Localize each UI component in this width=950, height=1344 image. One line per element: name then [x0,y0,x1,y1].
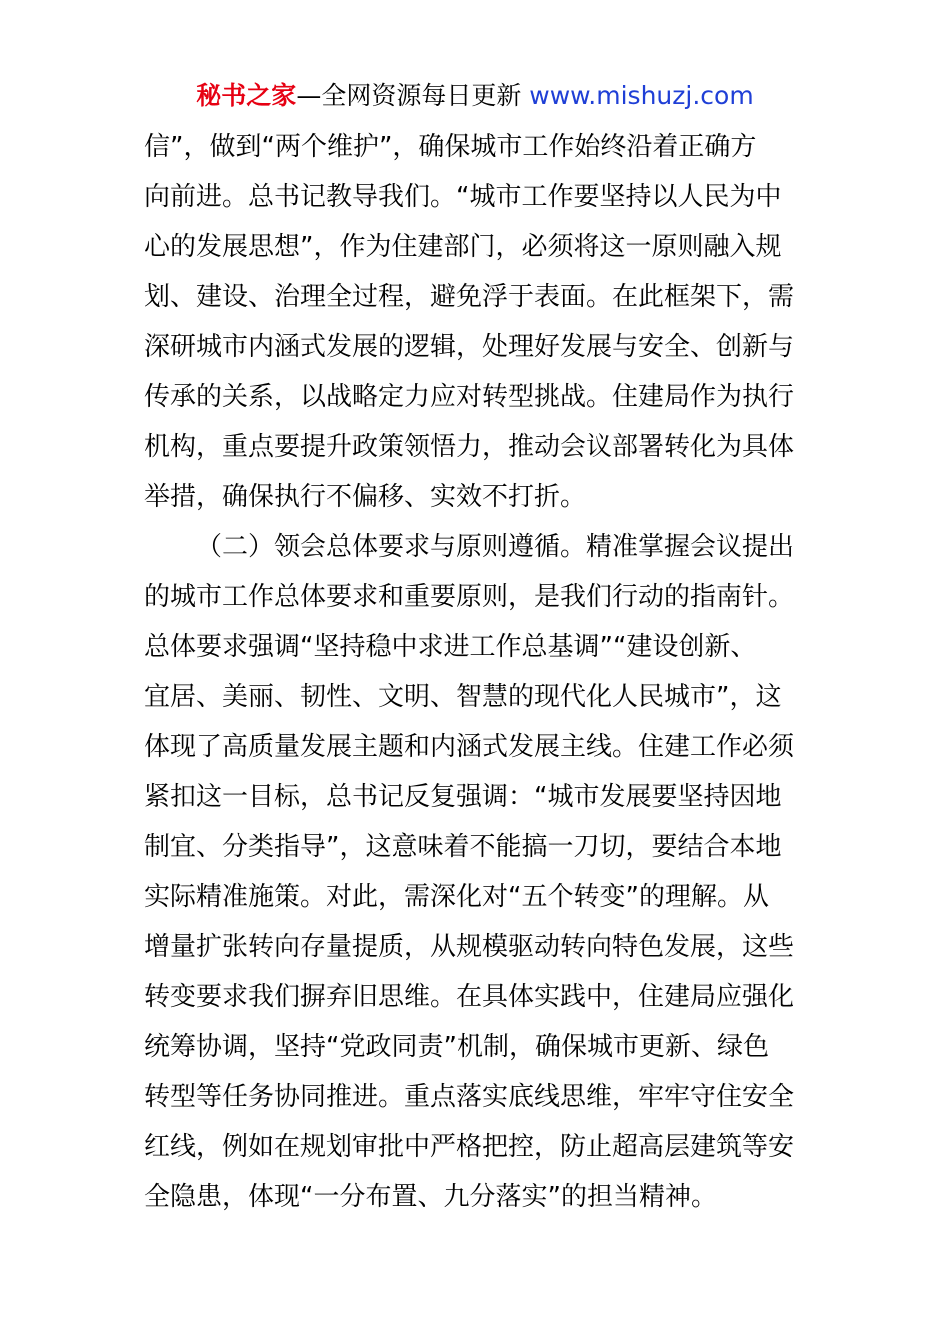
text-line: 划、建设、治理全过程，避免浮于表面。在此框架下，需 [144,282,795,312]
document-body [144,122,814,1222]
text-line: 转变要求我们摒弃旧思维。在具体实践中，住建局应强化 [144,982,795,1012]
text-line: 深研城市内涵式发展的逻辑，处理好发展与安全、创新与 [144,332,795,362]
text-line: 实际精准施策。对此，需深化对“五个转变”的理解。从 [144,882,769,912]
text-line: 增量扩张转向存量提质，从规模驱动转向特色发展，这些 [144,932,795,962]
text-line: 转型等任务协同推进。重点落实底线思维，牢牢守住安全 [144,1082,795,1112]
text-line: 传承的关系，以战略定力应对转型挑战。住建局作为执行 [144,382,795,412]
brand-name: 秘书之家 [196,81,297,110]
text-line: 机构，重点要提升政策领悟力，推动会议部署转化为具体 [144,432,795,462]
text-line: 紧扣这一目标，总书记反复强调：“城市发展要坚持因地 [144,782,782,812]
text-line: 制宜、分类指导”，这意味着不能搞一刀切，要结合本地 [144,832,782,862]
text-line: 红线，例如在规划审批中严格把控，防止超高层建筑等安 [144,1132,795,1162]
header-tagline: —全网资源每日更新 [296,81,530,110]
paragraph-first-line: （二）领会总体要求与原则遵循。精准掌握会议提出 [196,532,795,562]
page-header [0,78,950,114]
text-line: 信”，做到“两个维护”，确保城市工作始终沿着正确方 [144,132,757,162]
text-line: 心的发展思想”，作为住建部门，必须将这一原则融入规 [144,232,782,262]
text-line: 体现了高质量发展主题和内涵式发展主线。住建工作必须 [144,732,795,762]
text-line: 全隐患，体现“一分布置、九分落实”的担当精神。 [144,1182,717,1212]
text-line: 向前进。总书记教导我们。“城市工作要坚持以人民为中 [144,182,782,212]
text-line: 总体要求强调“坚持稳中求进工作总基调”“建设创新、 [144,632,757,662]
site-url-link[interactable]: www.mishuzj.com [529,81,754,110]
text-line: 宜居、美丽、韧性、文明、智慧的现代化人民城市”，这 [144,682,782,712]
text-line: 统筹协调，坚持“党政同责”机制，确保城市更新、绿色 [144,1032,769,1062]
text-line: 的城市工作总体要求和重要原则，是我们行动的指南针。 [144,582,795,612]
text-line: 举措，确保执行不偏移、实效不打折。 [144,482,587,512]
